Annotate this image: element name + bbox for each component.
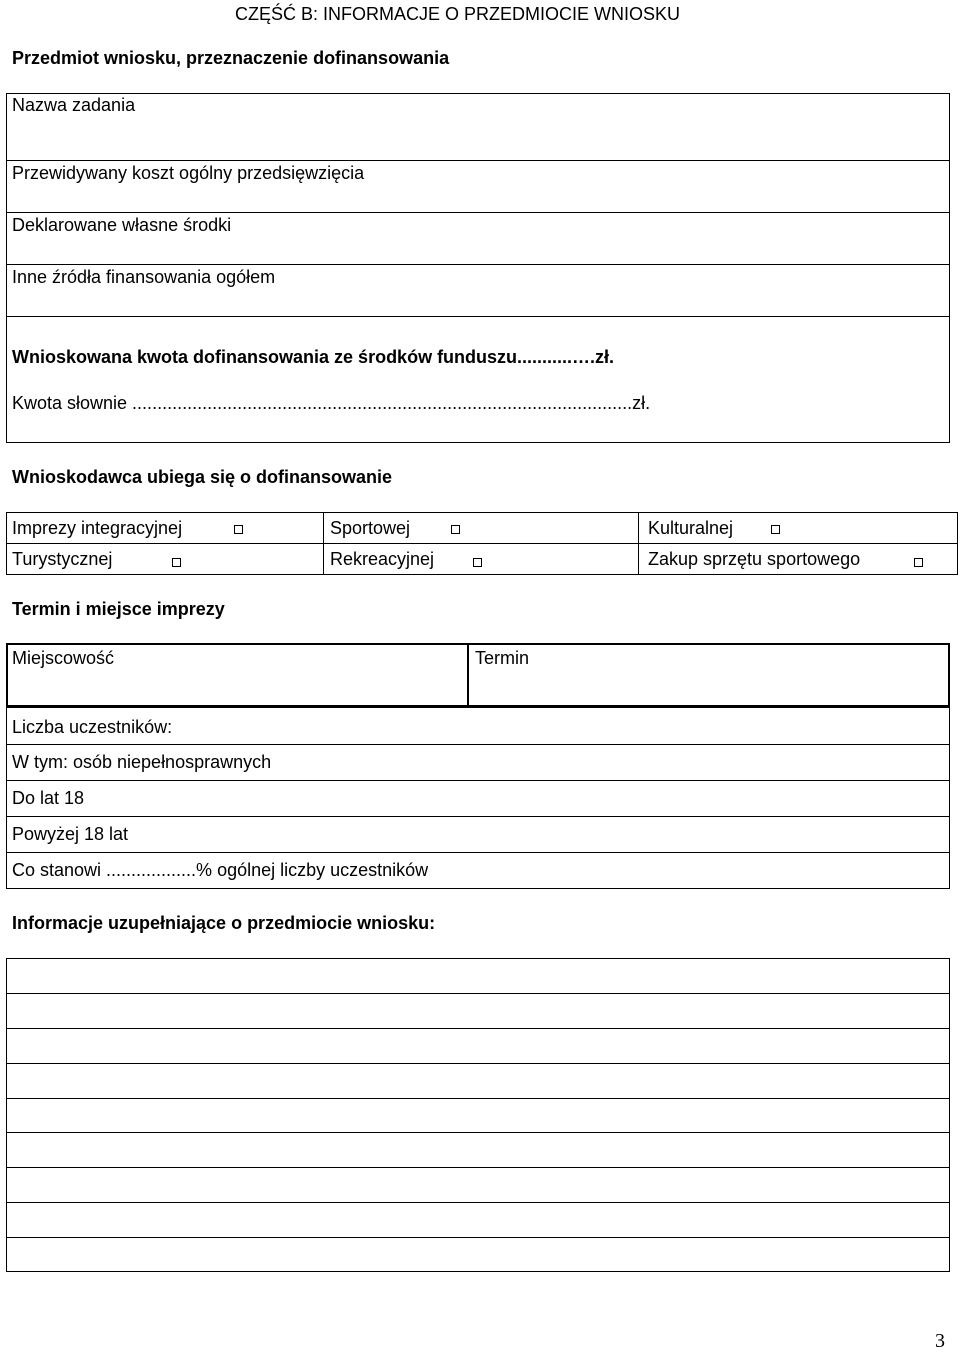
additional-info-line[interactable] xyxy=(7,1064,949,1099)
participants-share-field[interactable] xyxy=(7,853,949,888)
under-18-label: Do lat 18 xyxy=(12,788,85,808)
option-sports-equipment[interactable] xyxy=(639,544,957,574)
disabled-participants-field[interactable] xyxy=(7,745,949,780)
place-field[interactable] xyxy=(8,670,466,705)
checkbox[interactable] xyxy=(172,558,181,567)
over-18-field[interactable] xyxy=(7,817,949,852)
additional-info-line[interactable] xyxy=(7,1133,949,1168)
divider xyxy=(6,264,950,265)
over-18-label: Powyżej 18 lat xyxy=(12,824,129,844)
option-sport[interactable] xyxy=(324,513,638,543)
own-funds-field[interactable] xyxy=(7,238,949,263)
date-field[interactable] xyxy=(470,670,948,705)
event-heading: Termin i miejsce imprezy xyxy=(12,599,225,619)
additional-info-line[interactable] xyxy=(7,959,949,994)
checkbox[interactable] xyxy=(771,525,780,534)
section-title: CZĘŚĆ B: INFORMACJE O PRZEDMIOCIE WNIOSKU xyxy=(235,4,681,24)
date-label: Termin xyxy=(475,648,530,668)
task-name-label: Nazwa zadania xyxy=(12,95,136,115)
option-label: Imprezy integracyjnej xyxy=(12,518,183,538)
requested-amount-label: Wnioskowana kwota dofinansowania ze środków funduszu...........….zł. xyxy=(12,347,615,367)
cofinancing-heading: Wnioskodawca ubiega się o dofinansowanie xyxy=(12,467,393,487)
disabled-participants-label: W tym: osób niepełnosprawnych xyxy=(12,752,272,772)
checkbox[interactable] xyxy=(451,525,460,534)
additional-info-line[interactable] xyxy=(7,1168,949,1203)
option-label: Rekreacyjnej xyxy=(330,549,435,569)
task-name-field[interactable] xyxy=(7,118,949,159)
divider xyxy=(6,212,950,213)
additional-info-line[interactable] xyxy=(7,994,949,1029)
own-funds-label: Deklarowane własne środki xyxy=(12,215,232,235)
under-18-field[interactable] xyxy=(7,781,949,816)
other-sources-field[interactable] xyxy=(7,290,949,315)
place-label: Miejscowość xyxy=(12,648,115,668)
total-cost-field[interactable] xyxy=(7,186,949,211)
option-culture[interactable] xyxy=(639,513,957,543)
additional-info-line[interactable] xyxy=(7,1029,949,1064)
option-recreation[interactable] xyxy=(324,544,638,574)
participants-share-label: Co stanowi ..................% ogólnej liczby uczestników xyxy=(12,860,429,880)
checkbox[interactable] xyxy=(914,558,923,567)
subject-heading: Przedmiot wniosku, przeznaczenie dofinansowania xyxy=(12,48,450,68)
option-label: Sportowej xyxy=(330,518,411,538)
checkbox[interactable] xyxy=(234,525,243,534)
additional-info-line[interactable] xyxy=(7,1238,949,1273)
additional-info-heading: Informacje uzupełniające o przedmiocie wniosku: xyxy=(12,913,436,933)
divider xyxy=(6,316,950,317)
amount-in-words-label: Kwota słownie ....................................................................................................zł. xyxy=(12,393,651,413)
additional-info-box xyxy=(6,958,950,1272)
option-tourism[interactable] xyxy=(7,544,323,574)
additional-info-line[interactable] xyxy=(7,1099,949,1134)
option-label: Kulturalnej xyxy=(648,518,734,538)
checkbox[interactable] xyxy=(473,558,482,567)
option-label: Turystycznej xyxy=(12,549,113,569)
participants-count-label: Liczba uczestników: xyxy=(12,717,173,737)
page-number: 3 xyxy=(935,1330,945,1352)
total-cost-label: Przewidywany koszt ogólny przedsięwzięcia xyxy=(12,163,365,183)
participants-count-field[interactable] xyxy=(7,708,949,744)
divider xyxy=(6,160,950,161)
option-integration-event[interactable] xyxy=(7,513,323,543)
other-sources-label: Inne źródła finansowania ogółem xyxy=(12,267,276,287)
additional-info-line[interactable] xyxy=(7,1203,949,1238)
divider xyxy=(467,643,469,707)
option-label: Zakup sprzętu sportowego xyxy=(648,549,861,569)
